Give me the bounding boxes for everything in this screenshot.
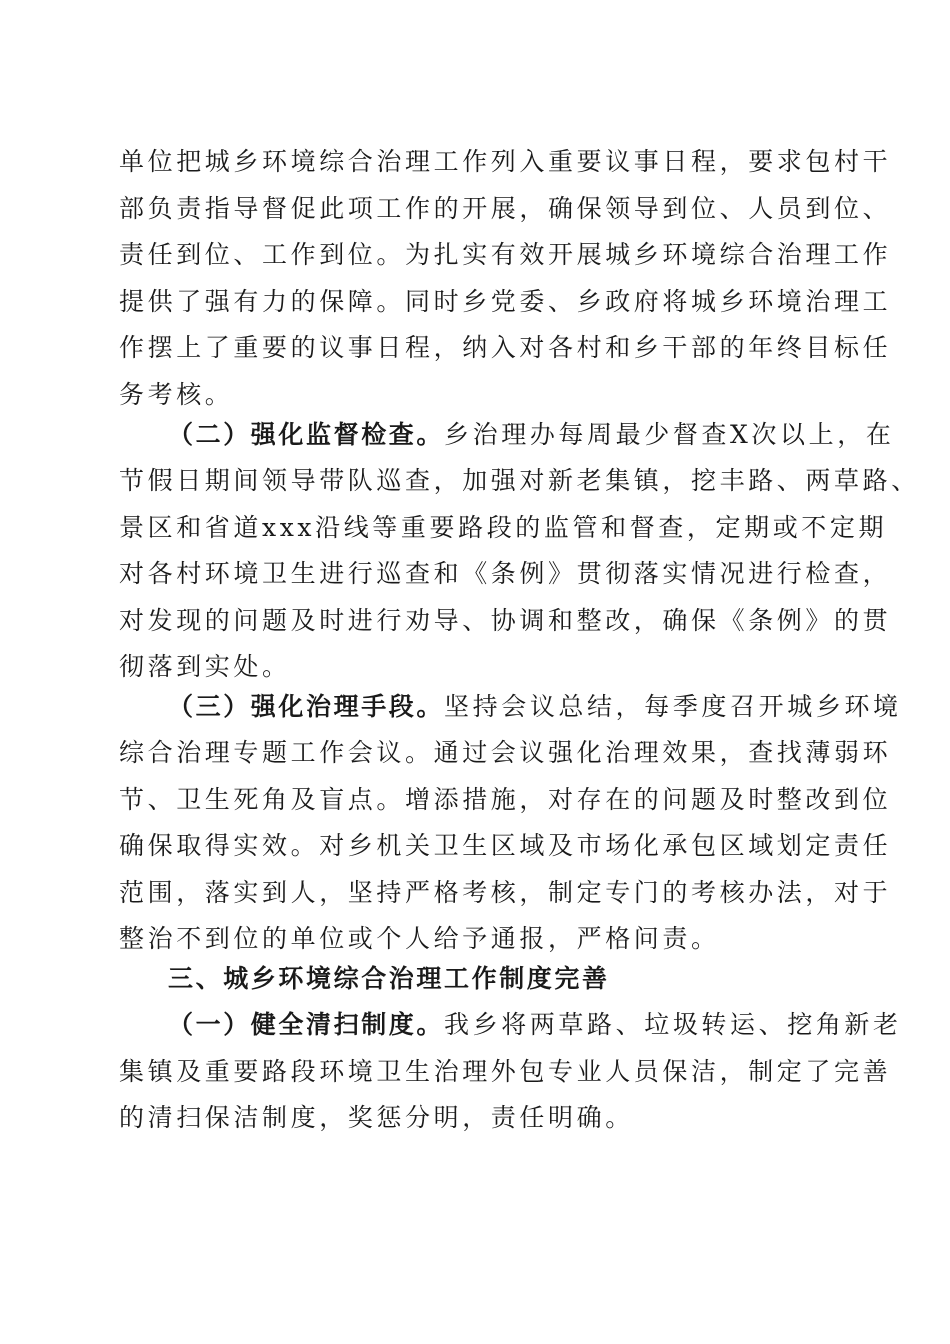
paragraph-text: 坚持会议总结，每季度召开城乡环境: [444, 692, 902, 721]
paragraph-text: 乡治理办每周最少督查X次以上，在: [444, 420, 895, 449]
text-line: 节假日期间领导带队巡查，加强对新老集镇，挖丰路、两草路、: [119, 466, 920, 495]
text-line: 务考核。: [119, 380, 234, 409]
text-line: 对发现的问题及时进行劝导、协调和整改，确保《条例》的贯: [119, 606, 892, 635]
paragraph-heading: （一）健全清扫制度。: [168, 1010, 445, 1039]
text-line: 彻落到实处。: [119, 652, 291, 681]
text-line: 作摆上了重要的议事日程，纳入对各村和乡干部的年终目标任: [119, 333, 892, 362]
text-line: 的清扫保洁制度，奖惩分明，责任明确。: [119, 1103, 634, 1132]
text-line: 提供了强有力的保障。同时乡党委、乡政府将城乡环境治理工: [119, 287, 892, 316]
paragraph-heading: （二）强化监督检查。: [168, 420, 445, 449]
text-line: 对各村环境卫生进行巡查和《条例》贯彻落实情况进行检查，: [119, 559, 892, 588]
paragraph-first-line: [168, 1008, 902, 1042]
text-line: 整治不到位的单位或个人给予通报，严格问责。: [119, 924, 720, 953]
text-line: 景区和省道xxx沿线等重要路段的监管和督查，定期或不定期: [119, 513, 888, 542]
text-line: 部负责指导督促此项工作的开展，确保领导到位、人员到位、: [119, 194, 892, 223]
paragraph-text: 我乡将两草路、垃圾转运、挖角新老: [444, 1010, 902, 1039]
text-line: 责任到位、工作到位。为扎实有效开展城乡环境综合治理工作: [119, 240, 892, 269]
text-line: 综合治理专题工作会议。通过会议强化治理效果，查找薄弱环: [119, 738, 892, 767]
text-line: 范围，落实到人，坚持严格考核，制定专门的考核办法，对于: [119, 878, 892, 907]
paragraph-first-line: [168, 418, 894, 452]
section-title: 三、城乡环境综合治理工作制度完善: [168, 964, 610, 993]
text-line: 节、卫生死角及盲点。增添措施，对存在的问题及时整改到位: [119, 785, 892, 814]
text-line: 单位把城乡环境综合治理工作列入重要议事日程，要求包村干: [119, 147, 892, 176]
paragraph-heading: （三）强化治理手段。: [168, 692, 445, 721]
paragraph-first-line: [168, 690, 902, 724]
text-line: 集镇及重要路段环境卫生治理外包专业人员保洁，制定了完善: [119, 1057, 892, 1086]
text-line: 确保取得实效。对乡机关卫生区域及市场化承包区域划定责任: [119, 831, 892, 860]
